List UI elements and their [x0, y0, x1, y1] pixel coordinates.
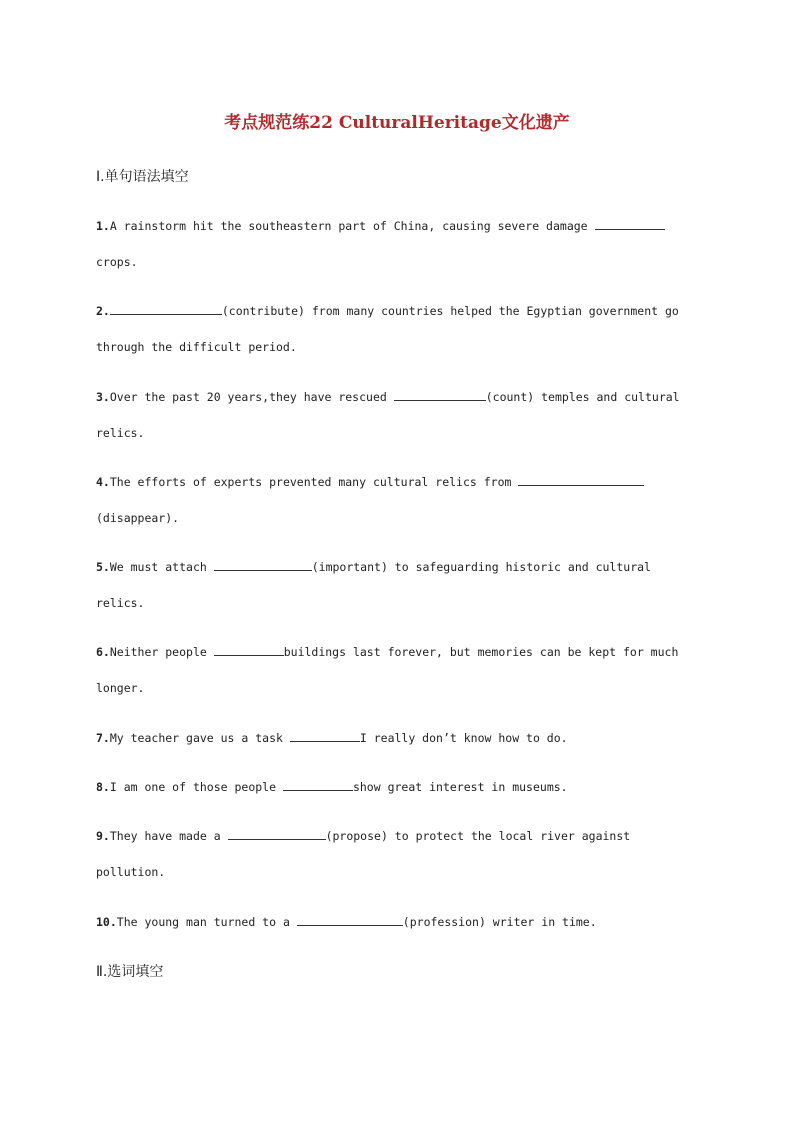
- question-number: 3.: [96, 390, 110, 404]
- question-2: [96, 293, 696, 365]
- answer-blank[interactable]: [283, 778, 353, 791]
- question-text-continued: relics.: [96, 426, 145, 440]
- question-number: 7.: [96, 731, 110, 745]
- question-text: (profession) writer in time.: [402, 915, 597, 929]
- question-text: We must attach: [109, 560, 214, 574]
- question-text: A rainstorm hit the southeastern part of China, causing severe damage: [109, 219, 595, 233]
- question-3: [96, 379, 696, 451]
- answer-blank[interactable]: [214, 643, 284, 656]
- question-1: [96, 208, 696, 280]
- question-5: [96, 549, 696, 621]
- question-text: (propose) to protect the local river against: [325, 829, 631, 843]
- question-text: show great interest in museums.: [352, 780, 568, 794]
- question-text-continued: longer.: [96, 681, 145, 695]
- question-text-continued: crops.: [96, 255, 138, 269]
- answer-blank[interactable]: [518, 473, 644, 486]
- question-number: 10.: [96, 915, 117, 929]
- question-text: buildings last forever, but memories can be kept for much: [283, 645, 679, 659]
- question-4: [96, 464, 696, 536]
- question-number: 6.: [96, 645, 110, 659]
- answer-blank[interactable]: [110, 302, 222, 315]
- answer-blank[interactable]: [214, 558, 312, 571]
- answer-blank[interactable]: [595, 217, 665, 230]
- question-text-continued: (disappear).: [96, 511, 180, 525]
- question-text: My teacher gave us a task: [109, 731, 290, 745]
- answer-blank[interactable]: [297, 913, 403, 926]
- question-8: [96, 769, 696, 805]
- question-text: (count) temples and cultural: [485, 390, 680, 404]
- question-text: The young man turned to a: [116, 915, 297, 929]
- answer-blank[interactable]: [228, 827, 326, 840]
- question-number: 4.: [96, 475, 110, 489]
- question-text: Neither people: [109, 645, 214, 659]
- section-heading-word-choice: Ⅱ.选词填空: [96, 964, 164, 980]
- answer-blank[interactable]: [394, 388, 486, 401]
- question-text-continued: relics.: [96, 596, 145, 610]
- question-number: 9.: [96, 829, 110, 843]
- question-text: Over the past 20 years,they have rescued: [109, 390, 394, 404]
- question-10: [96, 904, 696, 940]
- section-heading-grammar: Ⅰ.单句语法填空: [96, 169, 189, 185]
- question-text: I really don’t know how to do.: [359, 731, 568, 745]
- question-text: The efforts of experts prevented many cultural relics from: [109, 475, 519, 489]
- question-text: (important) to safeguarding historic and cultural: [311, 560, 651, 574]
- question-number: 2.: [96, 304, 110, 318]
- question-7: [96, 720, 696, 756]
- question-text: (contribute) from many countries helped the Egyptian government go: [221, 304, 679, 318]
- question-number: 8.: [96, 780, 110, 794]
- question-text: They have made a: [109, 829, 228, 843]
- question-6: [96, 634, 696, 706]
- question-text-continued: through the difficult period.: [96, 340, 297, 354]
- question-text: I am one of those people: [109, 780, 283, 794]
- question-number: 1.: [96, 219, 110, 233]
- question-text-continued: pollution.: [96, 865, 166, 879]
- answer-blank[interactable]: [290, 729, 360, 742]
- question-number: 5.: [96, 560, 110, 574]
- page-title: 考点规范练22 CulturalHeritage文化遗产: [224, 113, 570, 133]
- question-9: [96, 818, 696, 890]
